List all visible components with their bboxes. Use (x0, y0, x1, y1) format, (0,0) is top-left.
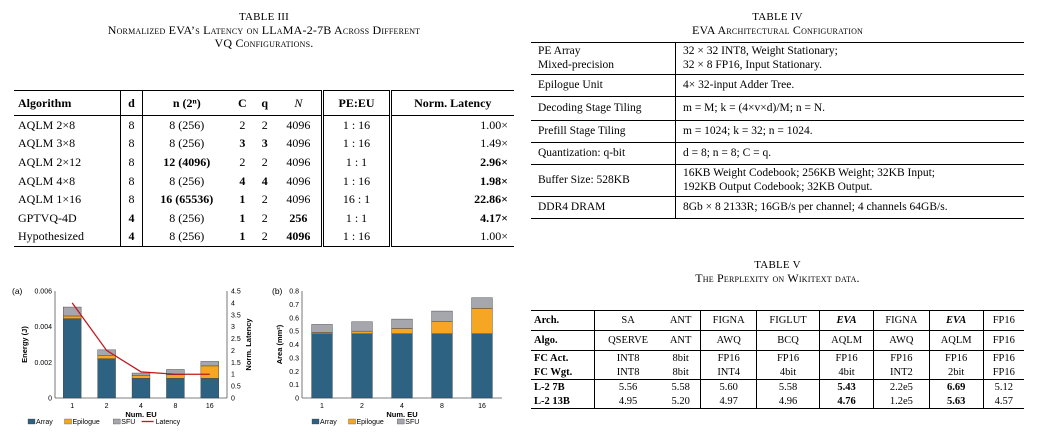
table3-cell: 8 (120, 116, 142, 135)
table5-cell: 5.58 (671, 381, 690, 393)
table5-caption (531, 259, 1024, 285)
table3-cell: 4096 (286, 192, 311, 207)
bar-array (472, 334, 493, 398)
table3-cell: 4.17× (390, 209, 514, 228)
table5-cell: FC Wgt. (534, 366, 573, 378)
table5-cell: 5.58 (757, 380, 820, 395)
table3-cell: 8 (256) (143, 172, 231, 191)
table5-cell: INT4 (701, 365, 757, 380)
table5-number: TABLE V (754, 259, 801, 271)
legend-label-latency: Latency (155, 419, 181, 426)
table3-cell: 12 (4096) (143, 153, 231, 172)
table3-cell: 1 : 16 (323, 228, 390, 247)
table3-cell: 8 (120, 153, 142, 172)
table5-cell: 2.2e5 (874, 380, 930, 395)
table3-cell: 4096 (286, 229, 311, 244)
latency-line (72, 303, 210, 374)
y-tick-label: 0.3 (289, 355, 299, 363)
table3-cell: 8 (120, 135, 142, 154)
area-chart (270, 285, 520, 435)
table5-cell: INT2 (874, 365, 930, 380)
legend-swatch-array (28, 419, 35, 424)
table5-cell: Arch. (534, 315, 560, 326)
table5-row (531, 331, 1024, 351)
table5-cell: ANT (669, 315, 692, 326)
table4-row (531, 121, 1024, 143)
y2-tick-label: 1 (231, 371, 235, 379)
y2-axis-label: Norm. Latency (244, 318, 253, 371)
table3-header-cell: n (2ⁿ) (143, 91, 231, 116)
table5-cell: FP16 (983, 351, 1024, 366)
table5-cell: 4bit (757, 365, 820, 380)
table3-cell: 1 (239, 210, 246, 225)
table4-key: Quantization: q-bit (531, 143, 676, 165)
legend-label-epilogue: Epilogue (356, 419, 384, 426)
y-tick-label: 0.2 (289, 368, 299, 376)
table3-header-row (14, 91, 514, 116)
table5-cell: 5.56 (595, 380, 661, 395)
bar-array (201, 378, 219, 398)
legend-label-epilogue: Epilogue (72, 419, 100, 426)
bar-array (166, 378, 184, 398)
y-tick-label: 0.1 (289, 382, 299, 390)
table4-value: 16KB Weight Codebook; 256KB Weight; 32KB Input; 192KB Output Codebook; 32KB Output. (683, 167, 936, 193)
table5-cell: 2bit (929, 365, 983, 380)
bar-epilogue (432, 322, 453, 334)
y2-tick-label: 3.5 (231, 312, 241, 320)
table4 (531, 42, 1024, 219)
table5-cell: FP16 (701, 351, 757, 366)
table5-cell: 4.76 (820, 394, 874, 409)
x-tick-label: 1 (70, 403, 75, 410)
table4-key: Decoding Stage Tiling (531, 97, 676, 121)
table3-cell: 16 (65536) (143, 190, 231, 209)
table3-cell: 8 (256) (143, 209, 231, 228)
y2-tick-label: 1.5 (231, 359, 241, 367)
table3-cell: 22.86× (390, 190, 514, 209)
table5-cell: L-2 7B (534, 381, 565, 393)
y2-tick-label: 0 (231, 395, 235, 403)
y-tick-label: 0 (48, 395, 52, 403)
table5-cell: AWQ (701, 331, 757, 351)
table3-cell: 4096 (286, 117, 311, 132)
table3-cell: 8 (256) (143, 135, 231, 154)
table3-cell: 1.00× (390, 116, 514, 135)
table4-row (531, 75, 1024, 97)
table3-cell: AQLM 2×12 (18, 154, 82, 169)
legend-label-sfu: SFU (121, 419, 136, 426)
table3-cell: 2 (261, 229, 268, 244)
table4-row (531, 143, 1024, 165)
y-axis-label: Energy (J) (20, 326, 29, 363)
x-tick-label: 2 (360, 403, 364, 410)
table5-cell: 8bit (672, 352, 689, 364)
y-tick-label: 0 (295, 395, 299, 403)
table3-cell: AQLM 4×8 (18, 173, 76, 188)
y-tick-label: 0.4 (289, 342, 299, 349)
table3-cell: 1.49× (390, 135, 514, 154)
table3-cell: 1 : 1 (323, 153, 390, 172)
table5-cell: 5.60 (701, 380, 757, 395)
table4-row (531, 43, 1024, 75)
table3-row (14, 116, 514, 135)
y-tick-label: 0.004 (34, 324, 52, 332)
table3-cell: 256 (289, 210, 308, 225)
table3-header-cell: q (261, 95, 269, 110)
table3-header-cell: PE:EU (323, 91, 390, 116)
bar-sfu (392, 319, 413, 328)
bar-epilogue (472, 308, 493, 333)
bar-epilogue (132, 376, 150, 379)
table5-cell: ANT (669, 335, 692, 346)
table5-cell: FP16 (983, 311, 1024, 331)
table4-value: 8Gb × 8 2133R; 16GB/s per channel; 4 channels 64GB/s. (683, 200, 948, 213)
table3-cell: 4 (239, 173, 246, 188)
legend-swatch-epilogue (349, 419, 356, 424)
table3-cell: 8 (120, 190, 142, 209)
table5-row (531, 351, 1024, 366)
table5-cell: BCQ (757, 331, 820, 351)
table3-cell: 1 : 16 (323, 135, 390, 154)
table3-cell: 8 (256) (143, 228, 231, 247)
x-tick-label: 4 (139, 403, 143, 410)
table5-cell: FP16 (757, 351, 820, 366)
table5-cell: EVA (820, 311, 874, 331)
y-tick-label: 0.8 (289, 288, 299, 296)
bar-epilogue (166, 375, 184, 379)
y2-tick-label: 3 (231, 324, 235, 332)
table5-cell: EVA (929, 311, 983, 331)
bar-epilogue (201, 366, 219, 378)
table3-cell: 1.00× (390, 228, 514, 247)
table3-header-cell: N (294, 95, 303, 110)
bar-sfu (312, 324, 333, 332)
y-tick-label: 0.006 (34, 288, 52, 296)
table3-cell: Hypothesized (18, 229, 84, 244)
y-tick-label: 0.002 (34, 359, 52, 367)
table3-cell: 2 (261, 210, 268, 225)
x-axis-label: Num. EU (125, 410, 157, 419)
table3-cell: 1 : 16 (323, 172, 390, 191)
table3-cell: 4 (261, 173, 268, 188)
bar-array (392, 334, 413, 398)
table5-cell: 4.57 (983, 394, 1024, 409)
table4-key: Epilogue Unit (531, 75, 676, 97)
y2-tick-label: 2 (231, 347, 235, 355)
table3-cell: AQLM 2×8 (18, 117, 76, 132)
table5-cell: FP16 (874, 351, 930, 366)
table5-cell: AQLM (820, 331, 874, 351)
table5-cell: FIGLUT (757, 311, 820, 331)
bar-array (432, 334, 453, 398)
x-tick-label: 16 (205, 403, 214, 410)
table5-cell: FP16 (983, 331, 1024, 351)
table3-header-cell: Algorithm (18, 95, 72, 110)
bar-array (98, 359, 116, 398)
table5-row (531, 365, 1024, 380)
legend-swatch-epilogue (65, 419, 72, 424)
table3-row (14, 209, 514, 228)
table3-cell: 1.98× (390, 172, 514, 191)
y2-tick-label: 0.5 (231, 383, 241, 391)
table5-cell: 5.43 (820, 380, 874, 395)
table4-title: EVA Architectural Configuration (691, 23, 864, 37)
table5-cell: 8bit (672, 366, 689, 378)
table5-cell: 5.12 (983, 380, 1024, 395)
table5-cell: 4.95 (595, 394, 661, 409)
y2-tick-label: 4 (231, 300, 235, 308)
legend-label-array: Array (36, 419, 53, 426)
table3-row (14, 172, 514, 191)
table5-cell: Algo. (534, 335, 558, 346)
bar-sfu (201, 361, 219, 365)
table5 (531, 310, 1024, 409)
table3-header-cell: Norm. Latency (390, 91, 514, 116)
table3-cell: 2 (261, 192, 268, 207)
table4-key: Prefill Stage Tiling (531, 121, 676, 143)
table4-caption (531, 11, 1024, 37)
x-axis-label: Num. EU (386, 410, 418, 419)
table4-row (531, 165, 1024, 197)
legend-label-array: Array (320, 419, 337, 426)
x-tick-label: 2 (104, 403, 109, 410)
table5-cell: FP16 (983, 365, 1024, 380)
table5-row (531, 380, 1024, 395)
table3-cell: AQLM 3×8 (18, 136, 76, 151)
bar-epilogue (312, 332, 333, 333)
legend-swatch-sfu (113, 419, 120, 424)
table5-cell: FP16 (820, 351, 874, 366)
table5-cell: 6.69 (929, 380, 983, 395)
table5-cell: AQLM (929, 331, 983, 351)
table5-cell: SA (595, 311, 661, 331)
table3-cell: 1 : 16 (323, 116, 390, 135)
bar-sfu (132, 373, 150, 376)
bar-array (132, 378, 150, 398)
legend-swatch-sfu (397, 419, 404, 424)
table3-row (14, 135, 514, 154)
table3-cell: 2 (261, 117, 268, 132)
table3-cell: 4096 (286, 173, 311, 188)
table3-cell: 4096 (286, 154, 311, 169)
table3-title-line1: Normalized EVA’s Latency on LLaMA-2-7B Across Different (107, 23, 421, 37)
bar-epilogue (63, 316, 81, 319)
x-tick-label: 8 (440, 403, 444, 410)
table5-cell: FIGNA (874, 311, 930, 331)
table5-cell: FC Act. (534, 352, 569, 364)
table3-cell: 4 (120, 228, 142, 247)
table5-cell: FIGNA (701, 311, 757, 331)
bar-array (312, 334, 333, 398)
table3-title-line2: VQ Configurations. (214, 36, 314, 50)
table3-cell: 1 (239, 229, 246, 244)
table3-row (14, 153, 514, 172)
y-tick-label: 0.5 (289, 328, 299, 336)
table3-cell: 2 (239, 117, 246, 132)
table3-cell: 2 (239, 154, 246, 169)
x-tick-label: 4 (400, 403, 404, 410)
x-tick-label: 1 (320, 403, 324, 410)
y-tick-label: 0.6 (289, 315, 299, 323)
legend-swatch-array (312, 419, 319, 424)
table5-cell: 1.2e5 (874, 394, 930, 409)
table3-cell: 1 (239, 192, 246, 207)
table5-cell: AWQ (874, 331, 930, 351)
bar-array (352, 334, 373, 398)
table3-cell: 1 : 1 (323, 209, 390, 228)
bar-sfu (472, 298, 493, 309)
table5-cell: QSERVE (595, 331, 661, 351)
table5-row (531, 311, 1024, 331)
table4-row (531, 97, 1024, 121)
table5-cell: L-2 13B (534, 395, 570, 407)
table4-value: 4× 32-input Adder Tree. (683, 78, 795, 91)
table5-title: The Perplexity on Wikitext data. (695, 271, 860, 285)
table5-cell: 4.96 (757, 394, 820, 409)
bar-epilogue (98, 355, 116, 359)
x-tick-label: 16 (478, 403, 486, 410)
energy-latency-chart (10, 285, 272, 435)
panel-label: (a) (12, 286, 23, 296)
table3 (14, 90, 514, 247)
table3-caption (14, 11, 514, 50)
table3-header-cell: C (237, 95, 247, 110)
table4-value: 32 × 32 INT8, Weight Stationary; 32 × 8 FP16, Input Stationary. (683, 45, 838, 71)
table3-cell: 3 (239, 136, 246, 151)
table5-cell: INT8 (595, 351, 661, 366)
table4-row (531, 197, 1024, 219)
bar-epilogue (392, 328, 413, 333)
table3-cell: AQLM 1×16 (18, 192, 82, 207)
table5-cell: 4bit (820, 365, 874, 380)
table4-value: m = 1024; k = 32; n = 1024. (683, 124, 813, 137)
table4-value: d = 8; n = 8; C = q. (683, 146, 772, 159)
bar-sfu (352, 322, 373, 331)
table3-cell: 8 (256) (143, 116, 231, 135)
bar-array (63, 319, 81, 398)
table5-cell: 4.97 (701, 394, 757, 409)
table3-cell: 8 (120, 172, 142, 191)
table5-cell: 5.20 (671, 395, 690, 407)
bar-epilogue (352, 331, 373, 334)
table5-row (531, 394, 1024, 409)
table3-row (14, 190, 514, 209)
table3-cell: 2 (261, 154, 268, 169)
y2-tick-label: 4.5 (231, 288, 241, 296)
table3-cell: 16 : 1 (323, 190, 390, 209)
y2-tick-label: 2.5 (231, 336, 241, 344)
x-tick-label: 8 (173, 403, 178, 410)
bar-sfu (432, 311, 453, 322)
table3-cell: GPTVQ-4D (18, 210, 77, 225)
table4-key: PE Array Mixed-precision (531, 43, 676, 75)
table4-number: TABLE IV (752, 11, 803, 23)
table4-key: DDR4 DRAM (531, 197, 676, 219)
panel-label: (b) (272, 286, 283, 296)
table5-cell: FP16 (929, 351, 983, 366)
table3-cell: 3 (261, 136, 268, 151)
legend-label-sfu: SFU (405, 419, 420, 426)
table3-header-cell: d (120, 91, 142, 116)
table4-value: m = M; k = (4×v×d)/M; n = N. (683, 101, 825, 114)
table4-key: Buffer Size: 528KB (531, 165, 676, 197)
table3-row (14, 228, 514, 247)
table3-cell: 2.96× (390, 153, 514, 172)
table3-number: TABLE III (238, 11, 290, 23)
table5-cell: INT8 (595, 365, 661, 380)
table3-cell: 4096 (286, 136, 311, 151)
table5-cell: 5.63 (929, 394, 983, 409)
table3-cell: 4 (120, 209, 142, 228)
y-axis-label: Area (mm²) (275, 324, 284, 365)
y-tick-label: 0.7 (289, 301, 299, 309)
